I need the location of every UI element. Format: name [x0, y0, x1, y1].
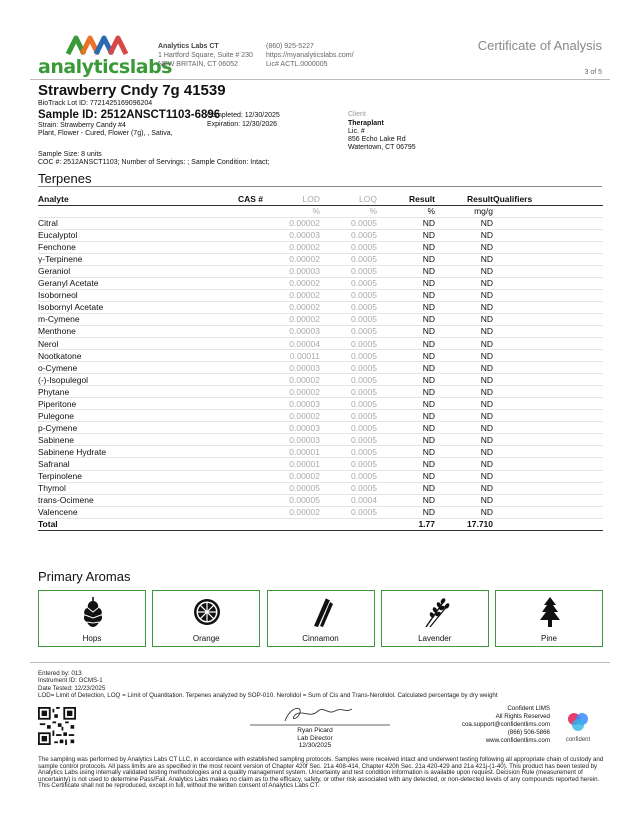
aroma-label: Orange [192, 634, 220, 643]
table-cell: ND [435, 313, 493, 325]
table-cell: Eucalyptol [38, 229, 218, 241]
table-cell: 0.00002 [263, 301, 320, 313]
table-cell [493, 506, 603, 518]
table-cell: ND [377, 374, 435, 386]
table-cell: 0.00001 [263, 446, 320, 458]
table-cell: p-Cymene [38, 422, 218, 434]
total-cell: 17.710 [435, 518, 493, 530]
unit-cell [38, 205, 218, 217]
hops-icon [79, 596, 107, 628]
table-cell: ND [435, 241, 493, 253]
column-header: LOQ [320, 193, 377, 205]
aroma-card-cinnamon [267, 590, 375, 647]
table-row [38, 265, 603, 277]
total-cell [218, 518, 263, 530]
lab-license: Lic# ACTL.0000005 [266, 61, 328, 68]
date-tested: Date Tested: 12/23/2025 [38, 684, 106, 692]
table-row [38, 446, 603, 458]
table-cell: ND [435, 446, 493, 458]
table-cell: (-)-Isopulegol [38, 374, 218, 386]
expiration-date: Expiration: 12/30/2026 [207, 121, 278, 128]
strain: Strain: Strawberry Candy #4 [38, 122, 126, 129]
table-cell: 0.0005 [320, 301, 377, 313]
table-cell: Isobornyl Acetate [38, 301, 218, 313]
logo-text: analyticslabs [38, 56, 172, 78]
table-cell: ND [377, 446, 435, 458]
table-row [38, 313, 603, 325]
table-cell: ND [435, 470, 493, 482]
table-row [38, 229, 603, 241]
sign-date: 12/30/2025 [298, 742, 332, 749]
table-cell: ND [377, 458, 435, 470]
document-title: Certificate of Analysis [477, 38, 602, 53]
table-cell: 0.0005 [320, 229, 377, 241]
table-cell [218, 374, 263, 386]
signature-icon [240, 703, 390, 727]
aroma-card-orange [152, 590, 260, 647]
table-cell: 0.0005 [320, 265, 377, 277]
table-cell: 0.0005 [320, 470, 377, 482]
table-cell: ND [377, 398, 435, 410]
table-row [38, 277, 603, 289]
total-cell [263, 518, 320, 530]
aroma-card-hops [38, 590, 146, 647]
table-cell: 0.00002 [263, 217, 320, 229]
table-cell [218, 482, 263, 494]
lims-email[interactable]: coa.support@confidentlims.com [461, 721, 550, 728]
footer-divider [30, 662, 610, 663]
table-cell: o-Cymene [38, 362, 218, 374]
table-cell: ND [377, 482, 435, 494]
lims-name: Confident LIMS [507, 705, 550, 712]
unit-cell: % [377, 205, 435, 217]
table-row [38, 470, 603, 482]
table-cell [493, 410, 603, 422]
table-cell: 0.00002 [263, 277, 320, 289]
page-number: 3 of 5 [584, 69, 602, 76]
table-cell: Nerol [38, 338, 218, 350]
table-cell: 0.0005 [320, 410, 377, 422]
table-cell: 0.00003 [263, 325, 320, 337]
table-cell: 0.0005 [320, 506, 377, 518]
table-cell [493, 434, 603, 446]
table-row [38, 434, 603, 446]
table-cell: 0.00003 [263, 265, 320, 277]
table-cell: Geraniol [38, 265, 218, 277]
table-cell: ND [377, 386, 435, 398]
table-cell [218, 410, 263, 422]
table-cell: ND [435, 422, 493, 434]
table-cell: 0.0005 [320, 434, 377, 446]
table-cell: 0.0005 [320, 446, 377, 458]
lab-info [158, 42, 253, 69]
table-cell [493, 374, 603, 386]
table-cell: 0.0005 [320, 289, 377, 301]
lab-phone: (860) 925-5227 [266, 43, 314, 50]
terpenes-units-row [38, 205, 603, 217]
table-cell: ND [435, 494, 493, 506]
client-address-line1: 856 Echo Lake Rd [348, 136, 406, 143]
table-cell: 0.0005 [320, 482, 377, 494]
table-cell [493, 313, 603, 325]
table-cell: 0.0005 [320, 350, 377, 362]
table-row [38, 253, 603, 265]
table-cell: Safranal [38, 458, 218, 470]
client-address-line2: Watertown, CT 06795 [348, 144, 416, 151]
table-cell: ND [435, 265, 493, 277]
aroma-label: Hops [82, 634, 102, 643]
product-name: Strawberry Cndy 7g 41539 [38, 82, 226, 99]
table-cell: ND [377, 410, 435, 422]
table-cell [493, 494, 603, 506]
table-cell: Thymol [38, 482, 218, 494]
table-cell: ND [377, 313, 435, 325]
table-cell: Isoborneol [38, 289, 218, 301]
table-row [38, 386, 603, 398]
terpenes-table [38, 193, 603, 531]
table-cell: 0.00002 [263, 470, 320, 482]
table-cell: ND [435, 217, 493, 229]
terpenes-header-row [38, 193, 603, 205]
table-cell: 0.00002 [263, 241, 320, 253]
table-cell: 0.0005 [320, 422, 377, 434]
table-row [38, 350, 603, 362]
table-cell: 0.0005 [320, 386, 377, 398]
table-row [38, 289, 603, 301]
total-cell [493, 518, 603, 530]
table-cell: Sabinene Hydrate [38, 446, 218, 458]
unit-cell: % [320, 205, 377, 217]
column-header: Result [377, 193, 435, 205]
table-cell: ND [435, 229, 493, 241]
sample-size: Sample Size: 8 units [38, 151, 102, 158]
total-row [38, 518, 603, 530]
table-cell [493, 458, 603, 470]
table-cell [493, 325, 603, 337]
client-name: Theraplant [348, 120, 384, 127]
table-cell: ND [377, 217, 435, 229]
table-cell: Pulegone [38, 410, 218, 422]
confident-logo-text: confident [565, 737, 591, 743]
table-cell: 0.0005 [320, 398, 377, 410]
lims-website[interactable]: www.confidentlims.com [485, 737, 550, 744]
aroma-card-lavender [381, 590, 489, 647]
table-cell: γ-Terpinene [38, 253, 218, 265]
table-row [38, 301, 603, 313]
table-cell: ND [435, 277, 493, 289]
confident-logo-icon [558, 710, 598, 736]
unit-cell: % [263, 205, 320, 217]
table-row [38, 398, 603, 410]
table-cell [218, 313, 263, 325]
table-cell: ND [435, 350, 493, 362]
table-cell: ND [435, 362, 493, 374]
client-license: Lic. # [348, 128, 365, 135]
orange-icon [193, 596, 221, 628]
table-cell: 0.00002 [263, 410, 320, 422]
table-cell: ND [435, 253, 493, 265]
table-cell [218, 338, 263, 350]
table-cell: ND [377, 289, 435, 301]
aromas-row [38, 590, 603, 647]
table-cell [218, 494, 263, 506]
lims-phone: (866) 506-5866 [507, 729, 550, 736]
table-cell: ND [435, 338, 493, 350]
unit-cell: mg/g [435, 205, 493, 217]
table-cell: m-Cymene [38, 313, 218, 325]
table-cell: ND [377, 470, 435, 482]
table-cell [493, 229, 603, 241]
table-row [38, 338, 603, 350]
table-cell: 0.00003 [263, 398, 320, 410]
table-cell [493, 386, 603, 398]
total-cell [320, 518, 377, 530]
table-cell: ND [435, 458, 493, 470]
column-header: CAS # [218, 193, 263, 205]
table-cell [218, 253, 263, 265]
qr-code-icon[interactable] [38, 707, 76, 745]
signature-block [240, 703, 390, 749]
column-header: Qualifiers [493, 193, 603, 205]
table-cell: 0.0005 [320, 277, 377, 289]
entered-by: Entered by: 013 [38, 670, 82, 677]
table-cell: ND [435, 482, 493, 494]
signer-title: Lab Director [297, 734, 333, 742]
table-cell: 0.00002 [263, 313, 320, 325]
table-cell [493, 217, 603, 229]
table-cell: Menthone [38, 325, 218, 337]
table-cell: ND [377, 350, 435, 362]
table-cell: 0.0005 [320, 458, 377, 470]
table-row [38, 410, 603, 422]
table-cell: 0.0005 [320, 362, 377, 374]
table-cell [218, 301, 263, 313]
table-cell: ND [435, 506, 493, 518]
terpenes-divider [38, 186, 602, 187]
biotrack-lot-id: BioTrack Lot ID: 7721425169096204 [38, 100, 153, 107]
table-cell: 0.0004 [320, 494, 377, 506]
instrument-id: Instrument ID: GCMS-1 [38, 677, 103, 685]
lab-name: Analytics Labs CT [158, 43, 219, 50]
column-header: LOD [263, 193, 320, 205]
table-cell: ND [435, 289, 493, 301]
table-cell [493, 350, 603, 362]
table-row [38, 422, 603, 434]
table-cell [493, 338, 603, 350]
coc-info: COC #: 2512ANSCT1103; Number of Servings: ; Sample Condition: Intact; [38, 159, 270, 166]
table-row [38, 506, 603, 518]
table-cell [218, 229, 263, 241]
completed-date: Completed: 12/30/2025 [207, 112, 280, 119]
lab-address-line2: NEW BRITAIN, CT 06052 [158, 61, 238, 68]
table-cell: 0.00011 [263, 350, 320, 362]
table-cell: ND [377, 253, 435, 265]
table-cell: ND [435, 410, 493, 422]
lims-rights: All Rights Reserved [495, 713, 550, 720]
table-row [38, 362, 603, 374]
table-cell [493, 277, 603, 289]
table-cell: ND [377, 301, 435, 313]
table-cell: ND [377, 434, 435, 446]
lims-info [440, 705, 550, 745]
table-cell: 0.00004 [263, 338, 320, 350]
table-cell [218, 434, 263, 446]
header-divider [30, 79, 610, 80]
table-cell [218, 470, 263, 482]
table-cell: 0.0005 [320, 313, 377, 325]
table-cell: ND [435, 325, 493, 337]
table-cell: 0.00001 [263, 458, 320, 470]
table-cell [218, 265, 263, 277]
table-cell [493, 301, 603, 313]
table-cell [493, 446, 603, 458]
sample-id: Sample ID: 2512ANSCT1103-6896 [38, 109, 221, 121]
table-cell [218, 277, 263, 289]
table-cell: ND [377, 422, 435, 434]
table-cell [493, 362, 603, 374]
lab-address-line1: 1 Hartford Square, Suite # 230 [158, 52, 253, 59]
table-cell: Fenchone [38, 241, 218, 253]
table-cell [218, 446, 263, 458]
table-cell [493, 265, 603, 277]
table-cell: 0.0005 [320, 338, 377, 350]
table-cell: ND [435, 301, 493, 313]
table-cell: Piperitone [38, 398, 218, 410]
table-cell: ND [435, 398, 493, 410]
table-cell [218, 325, 263, 337]
product-category: Plant, Flower - Cured, Flower (7g), , Sativa, [38, 130, 173, 137]
table-cell: Phytane [38, 386, 218, 398]
table-cell [493, 253, 603, 265]
total-cell: Total [38, 518, 218, 530]
aroma-label: Pine [540, 634, 557, 643]
total-cell: 1.77 [377, 518, 435, 530]
table-cell: 0.00003 [263, 434, 320, 446]
table-cell: Citral [38, 217, 218, 229]
table-cell [493, 241, 603, 253]
column-header: Result [435, 193, 493, 205]
disclaimer: The sampling was performed by Analytics Labs CT LLC, in accordance with established sampling protocols. Samples were received intact and underwent testing following all appropriate chain of custody and sample control protocols. All pass limits are as specified in the most recent version of Chapter 420f Sec. 21a 408-414, Chapter 420h Sec. 21a 420-429 and 21a 421j-(1-40). This product has been tested by Analytics Labs using internally validated testing methodologies and a quality management system. Uncertainty and test condition information is available upon request. Decision Rule (measurement of uncertainty) is not used to determine Pass/Fail. Analytics Labs makes no claim as to the efficacy, safety, or other risk associated with any detected, or non-detected levels of any compounds reported herein. This Certificate shall not be reproduced, except in full, without the written consent of Analytics Labs CT. [38, 756, 604, 790]
cinnamon-icon [308, 596, 336, 628]
table-cell: ND [377, 325, 435, 337]
table-cell: ND [377, 229, 435, 241]
table-cell [218, 217, 263, 229]
table-cell: trans-Ocimene [38, 494, 218, 506]
aroma-card-pine [495, 590, 603, 647]
table-cell: Sabinene [38, 434, 218, 446]
table-cell: ND [435, 434, 493, 446]
table-cell: 0.00002 [263, 374, 320, 386]
table-cell [218, 350, 263, 362]
table-row [38, 325, 603, 337]
table-cell [493, 422, 603, 434]
table-cell: 0.00002 [263, 289, 320, 301]
table-cell: 0.00002 [263, 386, 320, 398]
table-cell: 0.0005 [320, 374, 377, 386]
table-cell [218, 422, 263, 434]
lab-contact [266, 42, 354, 69]
table-cell [218, 362, 263, 374]
table-row [38, 482, 603, 494]
table-cell: Nootkatone [38, 350, 218, 362]
signer-name: Ryan Picard [297, 727, 333, 734]
table-cell: ND [377, 362, 435, 374]
table-cell: 0.0005 [320, 325, 377, 337]
table-cell: Geranyl Acetate [38, 277, 218, 289]
lab-website[interactable]: https://myanalyticslabs.com/ [266, 52, 354, 59]
unit-cell [493, 205, 603, 217]
table-cell [493, 470, 603, 482]
table-row [38, 241, 603, 253]
table-cell: ND [435, 386, 493, 398]
test-info [38, 670, 498, 700]
table-row [38, 494, 603, 506]
table-cell [218, 398, 263, 410]
table-cell [493, 482, 603, 494]
unit-cell [218, 205, 263, 217]
table-cell: ND [377, 277, 435, 289]
table-cell: 0.00002 [263, 506, 320, 518]
table-cell: 0.00002 [263, 253, 320, 265]
table-cell: ND [435, 374, 493, 386]
table-cell: ND [377, 338, 435, 350]
table-row [38, 374, 603, 386]
table-cell: ND [377, 506, 435, 518]
table-cell [218, 386, 263, 398]
pine-icon [536, 596, 564, 628]
table-row [38, 458, 603, 470]
aroma-label: Cinnamon [302, 634, 339, 643]
lavender-icon [422, 596, 450, 628]
table-cell: 0.00005 [263, 482, 320, 494]
company-logo [38, 34, 172, 80]
table-cell [218, 458, 263, 470]
table-cell: Terpinolene [38, 470, 218, 482]
table-row [38, 217, 603, 229]
column-header: Analyte [38, 193, 218, 205]
table-cell: ND [377, 241, 435, 253]
table-cell: 0.00003 [263, 362, 320, 374]
table-cell: 0.0005 [320, 253, 377, 265]
table-cell [493, 289, 603, 301]
table-cell: 0.0005 [320, 217, 377, 229]
table-cell [218, 289, 263, 301]
table-cell: 0.00003 [263, 229, 320, 241]
table-cell: Valencene [38, 506, 218, 518]
client-label: Client [348, 111, 366, 118]
terpenes-title: Terpenes [38, 171, 92, 186]
confident-logo [558, 710, 598, 746]
table-cell [218, 241, 263, 253]
table-cell: 0.0005 [320, 241, 377, 253]
table-cell: ND [377, 265, 435, 277]
aroma-label: Lavender [418, 634, 452, 643]
aromas-title: Primary Aromas [38, 569, 131, 584]
table-cell [218, 506, 263, 518]
table-cell: 0.00005 [263, 494, 320, 506]
table-cell: ND [377, 494, 435, 506]
lod-note: LOD= Limit of Detection, LOQ = Limit of Quantitation. Terpenes analyzed by SOP-010. Nerolidol = Sum of Cis and Trans-Nerolidol. Calculated percentage by dry weight [38, 692, 498, 700]
table-cell [493, 398, 603, 410]
table-cell: 0.00003 [263, 422, 320, 434]
